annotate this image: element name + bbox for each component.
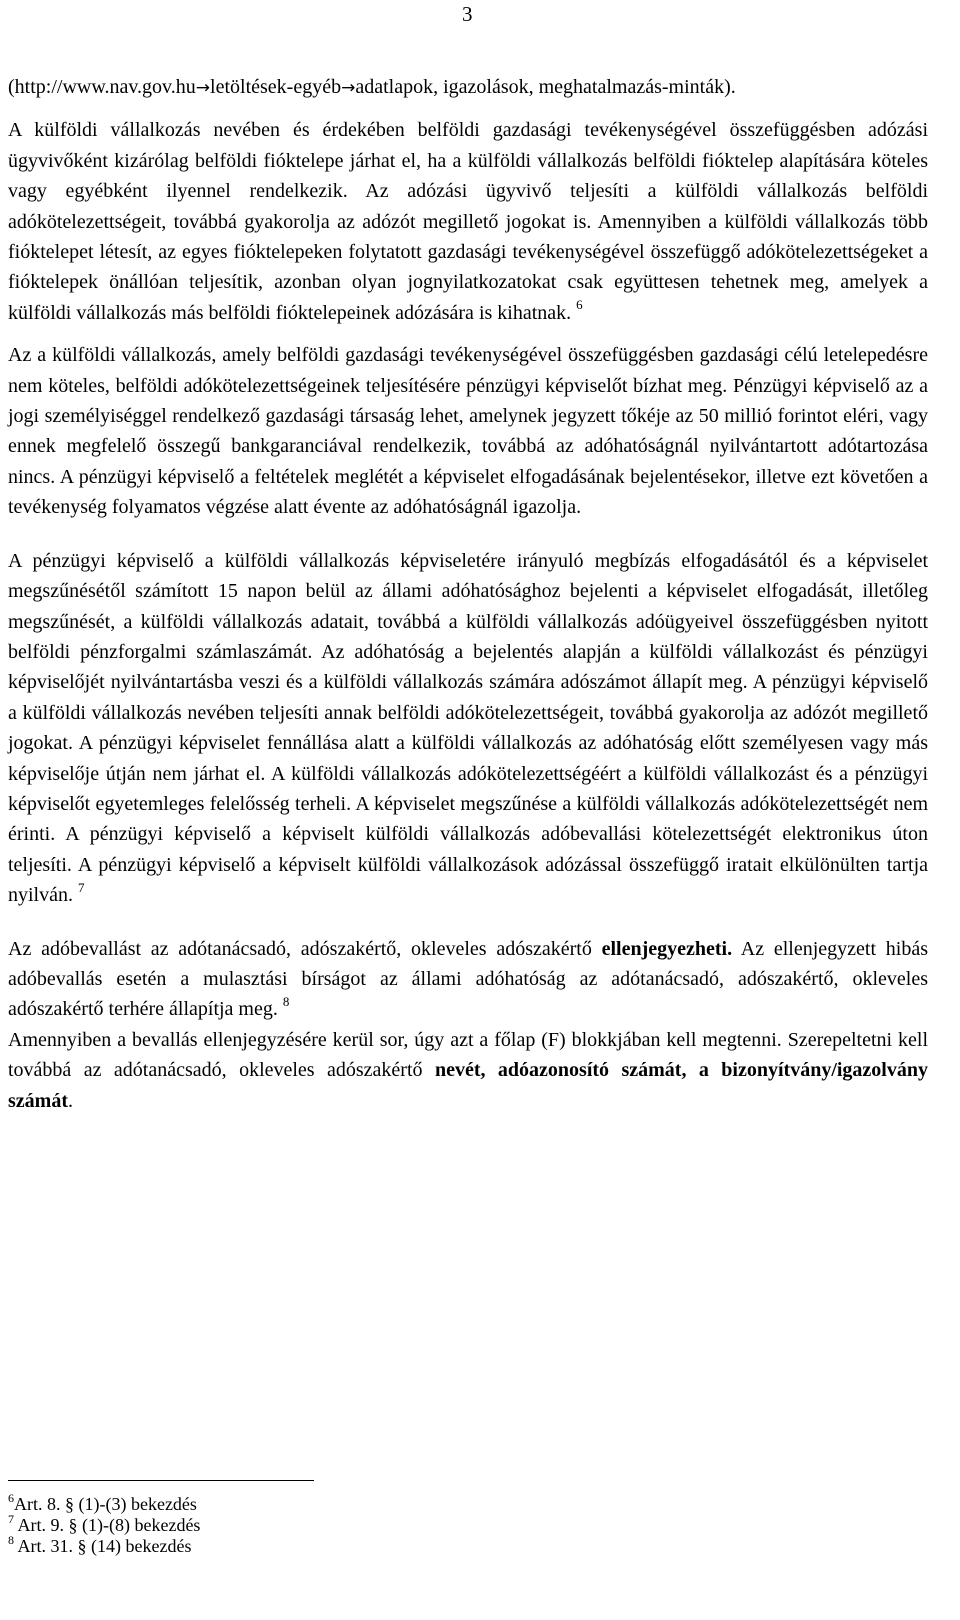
- paragraph-penzugyi-kepviselo: [8, 340, 928, 522]
- nav-url-link[interactable]: (http://www.nav.gov.hu: [8, 76, 196, 98]
- arrow-right-icon: →: [195, 78, 211, 98]
- bold-text: ellenjegyezheti.: [601, 937, 733, 960]
- footnote-6: [8, 1491, 200, 1515]
- footnotes: [8, 1491, 201, 1557]
- document-body: [8, 72, 928, 1116]
- paragraph-text: Az ellenjegyzett hibás adóbevallás esetén a mulasztási bírságot az állami adóhatóság az adótanácsadó, adószakértő, okleveles adószakértő terhére állapítja meg.: [8, 937, 928, 1021]
- footnote-ref-6[interactable]: 6: [576, 297, 583, 313]
- intro-text-part2: adatlapok, igazolások, meghatalmazás-minták).: [355, 76, 736, 98]
- footnote-text: Art. 31. § (14) bekezdés: [14, 1536, 192, 1556]
- intro-text-part1: letöltések-egyéb: [210, 76, 342, 98]
- footnote-separator: [8, 1480, 314, 1481]
- footnote-7: [8, 1512, 201, 1536]
- footnote-number: 8: [8, 1533, 14, 1547]
- paragraph-text: Az a külföldi vállalkozás, amely belföldi gazdasági tevékenységével összefüggésben gazdasági célú letelepedésre nem köteles, belföldi adókötelezettségeinek teljesítésére pénzügyi képviselőt bízhat meg. Pénzügyi képviselő az a jogi személyiséggel rendelkező gazdasági társaság lehet, amelynek jegyzett tőkéje az 50 millió forintot eléri, vagy ennek megfelelő összegű bankgaranciával rendelkezik, továbbá az adóhatóságnál nyilvántartott adótartozása nincs. A pénzügyi képviselő a feltételek meglétét a képviselet elfogadásának bejelentésekor, illetve ezt követően a tevékenység folyamatos végzése alatt évente az adóhatóságnál igazolja.: [8, 344, 928, 519]
- paragraph-text: Amennyiben a bevallás ellenjegyzésére kerül sor, úgy azt a főlap (F) blokkjában kell megtenni. Szerepeltetni kell továbbá az adótanácsadó, okleveles adószakértő: [8, 1028, 928, 1082]
- footnote-number: 6: [8, 1491, 14, 1505]
- paragraph-text: A pénzügyi képviselő a külföldi vállalkozás képviseletére irányuló megbízás elfogadásától és a képviselet megszűnésétől számított 15 napon belül az állami adóhatósághoz bejelenti a képviselet elfogadását, illetőleg megszűnését, a külföldi vállalkozás adatait, továbbá a külföldi vállalkozás adóügyeivel összefüggésben nyitott belföldi pénzforgalmi számlaszámát. Az adóhatóság a bejelentés alapján a külföldi vállalkozást és pénzügyi képviselőjét nyilvántartásba veszi és a külföldi vállalkozás számára adószámot állapít meg. A pénzügyi képviselő a külföldi vállalkozás nevében teljesíti annak belföldi adókötelezettségeit, továbbá gyakorolja az adózót megillető jogokat. A pénzügyi képviselet fennállása alatt a külföldi vállalkozás az adóhatóság előtt személyesen vagy más képviselője útján nem járhat el. A külföldi vállalkozás adókötelezettségéért a külföldi vállalkozást és a pénzügyi képviselőt egyetemleges felelősség terheli. A képviselet megszűnése a külföldi vállalkozás adókötelezettségét nem érinti. A pénzügyi képviselő a képviselt külföldi vállalkozás adóbevallási kötelezettségét elektronikus úton teljesíti. A pénzügyi képviselő a képviselt külföldi vállalkozások adózással összefüggő iratait elkülönülten tartja nyilván.: [8, 549, 928, 907]
- paragraph-folap: [8, 1025, 928, 1116]
- paragraph-ellenjegyzes: [8, 934, 928, 1025]
- bold-text: nevét, adóazonosító számát, a bizonyítvány/igazolvány számát: [8, 1059, 928, 1112]
- footnote-number: 7: [8, 1512, 14, 1526]
- page-number: 3: [462, 2, 473, 26]
- footnote-text: Art. 8. § (1)-(3) bekezdés: [14, 1494, 197, 1514]
- arrow-right-icon: →: [341, 78, 356, 98]
- paragraph-adozasi-ugyvivo: [8, 115, 928, 328]
- footnote-8: [8, 1533, 200, 1557]
- footnote-ref-8[interactable]: 8: [282, 993, 290, 1009]
- paragraph-text: .: [67, 1089, 73, 1112]
- footnote-text: Art. 9. § (1)-(8) bekezdés: [14, 1515, 201, 1535]
- paragraph-text: A külföldi vállalkozás nevében és érdekében belföldi gazdasági tevékenységével összefüggésben adózási ügyvivőként kizárólag belföldi fióktelepe járhat el, ha a külföldi vállalkozás belföldi fióktelep alapítására köteles vagy egyébként ilyennel rendelkezik. Az adózási ügyvivő teljesíti a külföldi vállalkozás belföldi adókötelezettségeit, továbbá gyakorolja az adózót megillető jogokat is. Amennyiben a külföldi vállalkozás több fióktelepet létesít, az egyes fióktelepeken folytatott gazdasági tevékenységével összefüggő adókötelezettségeket a fióktelepek önállóan teljesítik, azonban olyan jognyilatkozatokat csak együttesen tehetnek meg, amelyek a külföldi vállalkozás más belföldi fióktelepeinek adózására is kihatnak.: [8, 119, 928, 324]
- paragraph-bejelentes: [8, 546, 928, 911]
- footnote-ref-7[interactable]: 7: [78, 879, 85, 895]
- intro-paragraph: [8, 72, 928, 103]
- paragraph-text: Az adóbevallást az adótanácsadó, adószakértő, okleveles adószakértő: [8, 937, 602, 960]
